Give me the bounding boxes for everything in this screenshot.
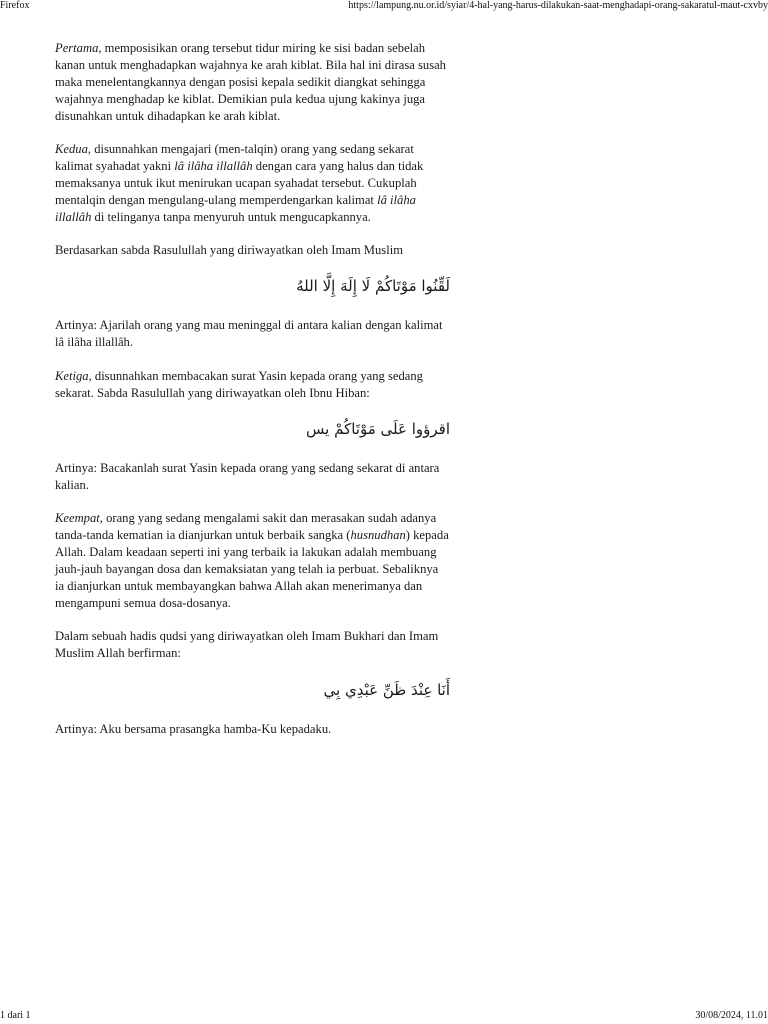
paragraph-muslim-intro: Berdasarkan sabda Rasulullah yang diriwayatkan oleh Imam Muslim (55, 243, 403, 258)
paragraph-pertama-text: , memposisikan orang tersebut tidur miring ke sisi badan sebelah kanan untuk menghadapkan wajahnya ke arah kiblat. Bila hal ini dirasa susah maka menelentangkannya dengan posisi kepala sedikit diangkat sehingga wajahnya menghadap ke kiblat. Demikian pula kedua ujung kakinya juga disunahkan untuk dihadapkan ke arah kiblat. (55, 41, 446, 123)
paragraph-ketiga-lead: Ketiga (55, 368, 89, 383)
paragraph-kedua (55, 141, 450, 226)
paragraph-keempat-emphasis: husnudhan (350, 528, 406, 543)
paragraph-translation-1: Artinya: Ajarilah orang yang mau meninggal di antara kalian dengan kalimat lâ ilâha illallâh. (55, 318, 443, 350)
header-app-name: Firefox (0, 0, 30, 11)
paragraph-kedua-lead: Kedua (55, 142, 88, 157)
arabic-hadith-qudsi: أَنَا عِنْدَ ظَنِّ عَبْدِي بِي (323, 680, 450, 699)
paragraph-kedua-text-3: di telinganya tanpa menyuruh untuk mengucapkannya. (91, 209, 371, 224)
footer-datetime: 30/08/2024, 11.01 (695, 1010, 768, 1021)
paragraph-ketiga (55, 368, 450, 402)
arabic-hadith-yasin: اقرؤوا عَلَى مَوْتَاكُمْ يس (306, 420, 450, 439)
paragraph-kedua-emphasis-1: lâ ilâha illallâh (174, 158, 253, 173)
paragraph-translation-2: Artinya: Bacakanlah surat Yasin kepada orang yang sedang sekarat di antara kalian. (55, 461, 440, 492)
paragraph-keempat-text-1: , orang yang sedang mengalami sakit dan merasakan sudah adanya tanda-tanda kematian ia dianjurkan untuk berbaik sangka ( (55, 511, 437, 543)
paragraph-keempat (55, 510, 450, 611)
paragraph-pertama (55, 40, 450, 125)
paragraph-kedua-text-2: dengan cara yang halus dan tidak memaksanya untuk ikut menirukan ucapan syahadat tersebut. Cukuplah mentalqin dengan mengulang-ulang memperdengarkan kalimat (55, 158, 424, 207)
paragraph-ketiga-text: , disunnahkan membacakan surat Yasin kepada orang yang sedang sekarat. Sabda Rasulullah yang diriwayatkan oleh Ibnu Hiban: (55, 368, 423, 400)
arabic-hadith-talqin: لَقِّنُوا مَوْتَاكُمْ لَا إِلَهَ إِلَّا اللهُ (296, 277, 450, 296)
article-body (55, 40, 450, 754)
paragraph-keempat-lead: Keempat (55, 511, 100, 526)
paragraph-kedua-text-1: , disunnahkan mengajari (men-talqin) orang yang sedang sekarat kalimat syahadat yakni (55, 142, 414, 173)
paragraph-translation-3: Artinya: Aku bersama prasangka hamba-Ku kepadaku. (55, 721, 332, 736)
header-url: https://lampung.nu.or.id/syiar/4-hal-yang-harus-dilakukan-saat-menghadapi-orang-sakaratul-maut-cxvby (348, 0, 768, 11)
paragraph-keempat-text-2: ) kepada Allah. Dalam keadaan seperti ini yang terbaik ia lakukan adalah membuang jauh-jauh bayangan dosa dan kemaksiatan yang telah ia perbuat. Sebaliknya ia dianjurkan untuk membayangkan bahwa Allah akan menerimanya dan mengampuni semua dosa-dosanya. (55, 528, 449, 610)
paragraph-kedua-emphasis-2: lâ ilâha illallâh (55, 192, 416, 224)
paragraph-qudsi-intro: Dalam sebuah hadis qudsi yang diriwayatkan oleh Imam Bukhari dan Imam Muslim Allah berfirman: (55, 629, 439, 661)
footer-page-info: 1 dari 1 (0, 1010, 31, 1021)
paragraph-pertama-lead: Pertama (55, 41, 99, 55)
